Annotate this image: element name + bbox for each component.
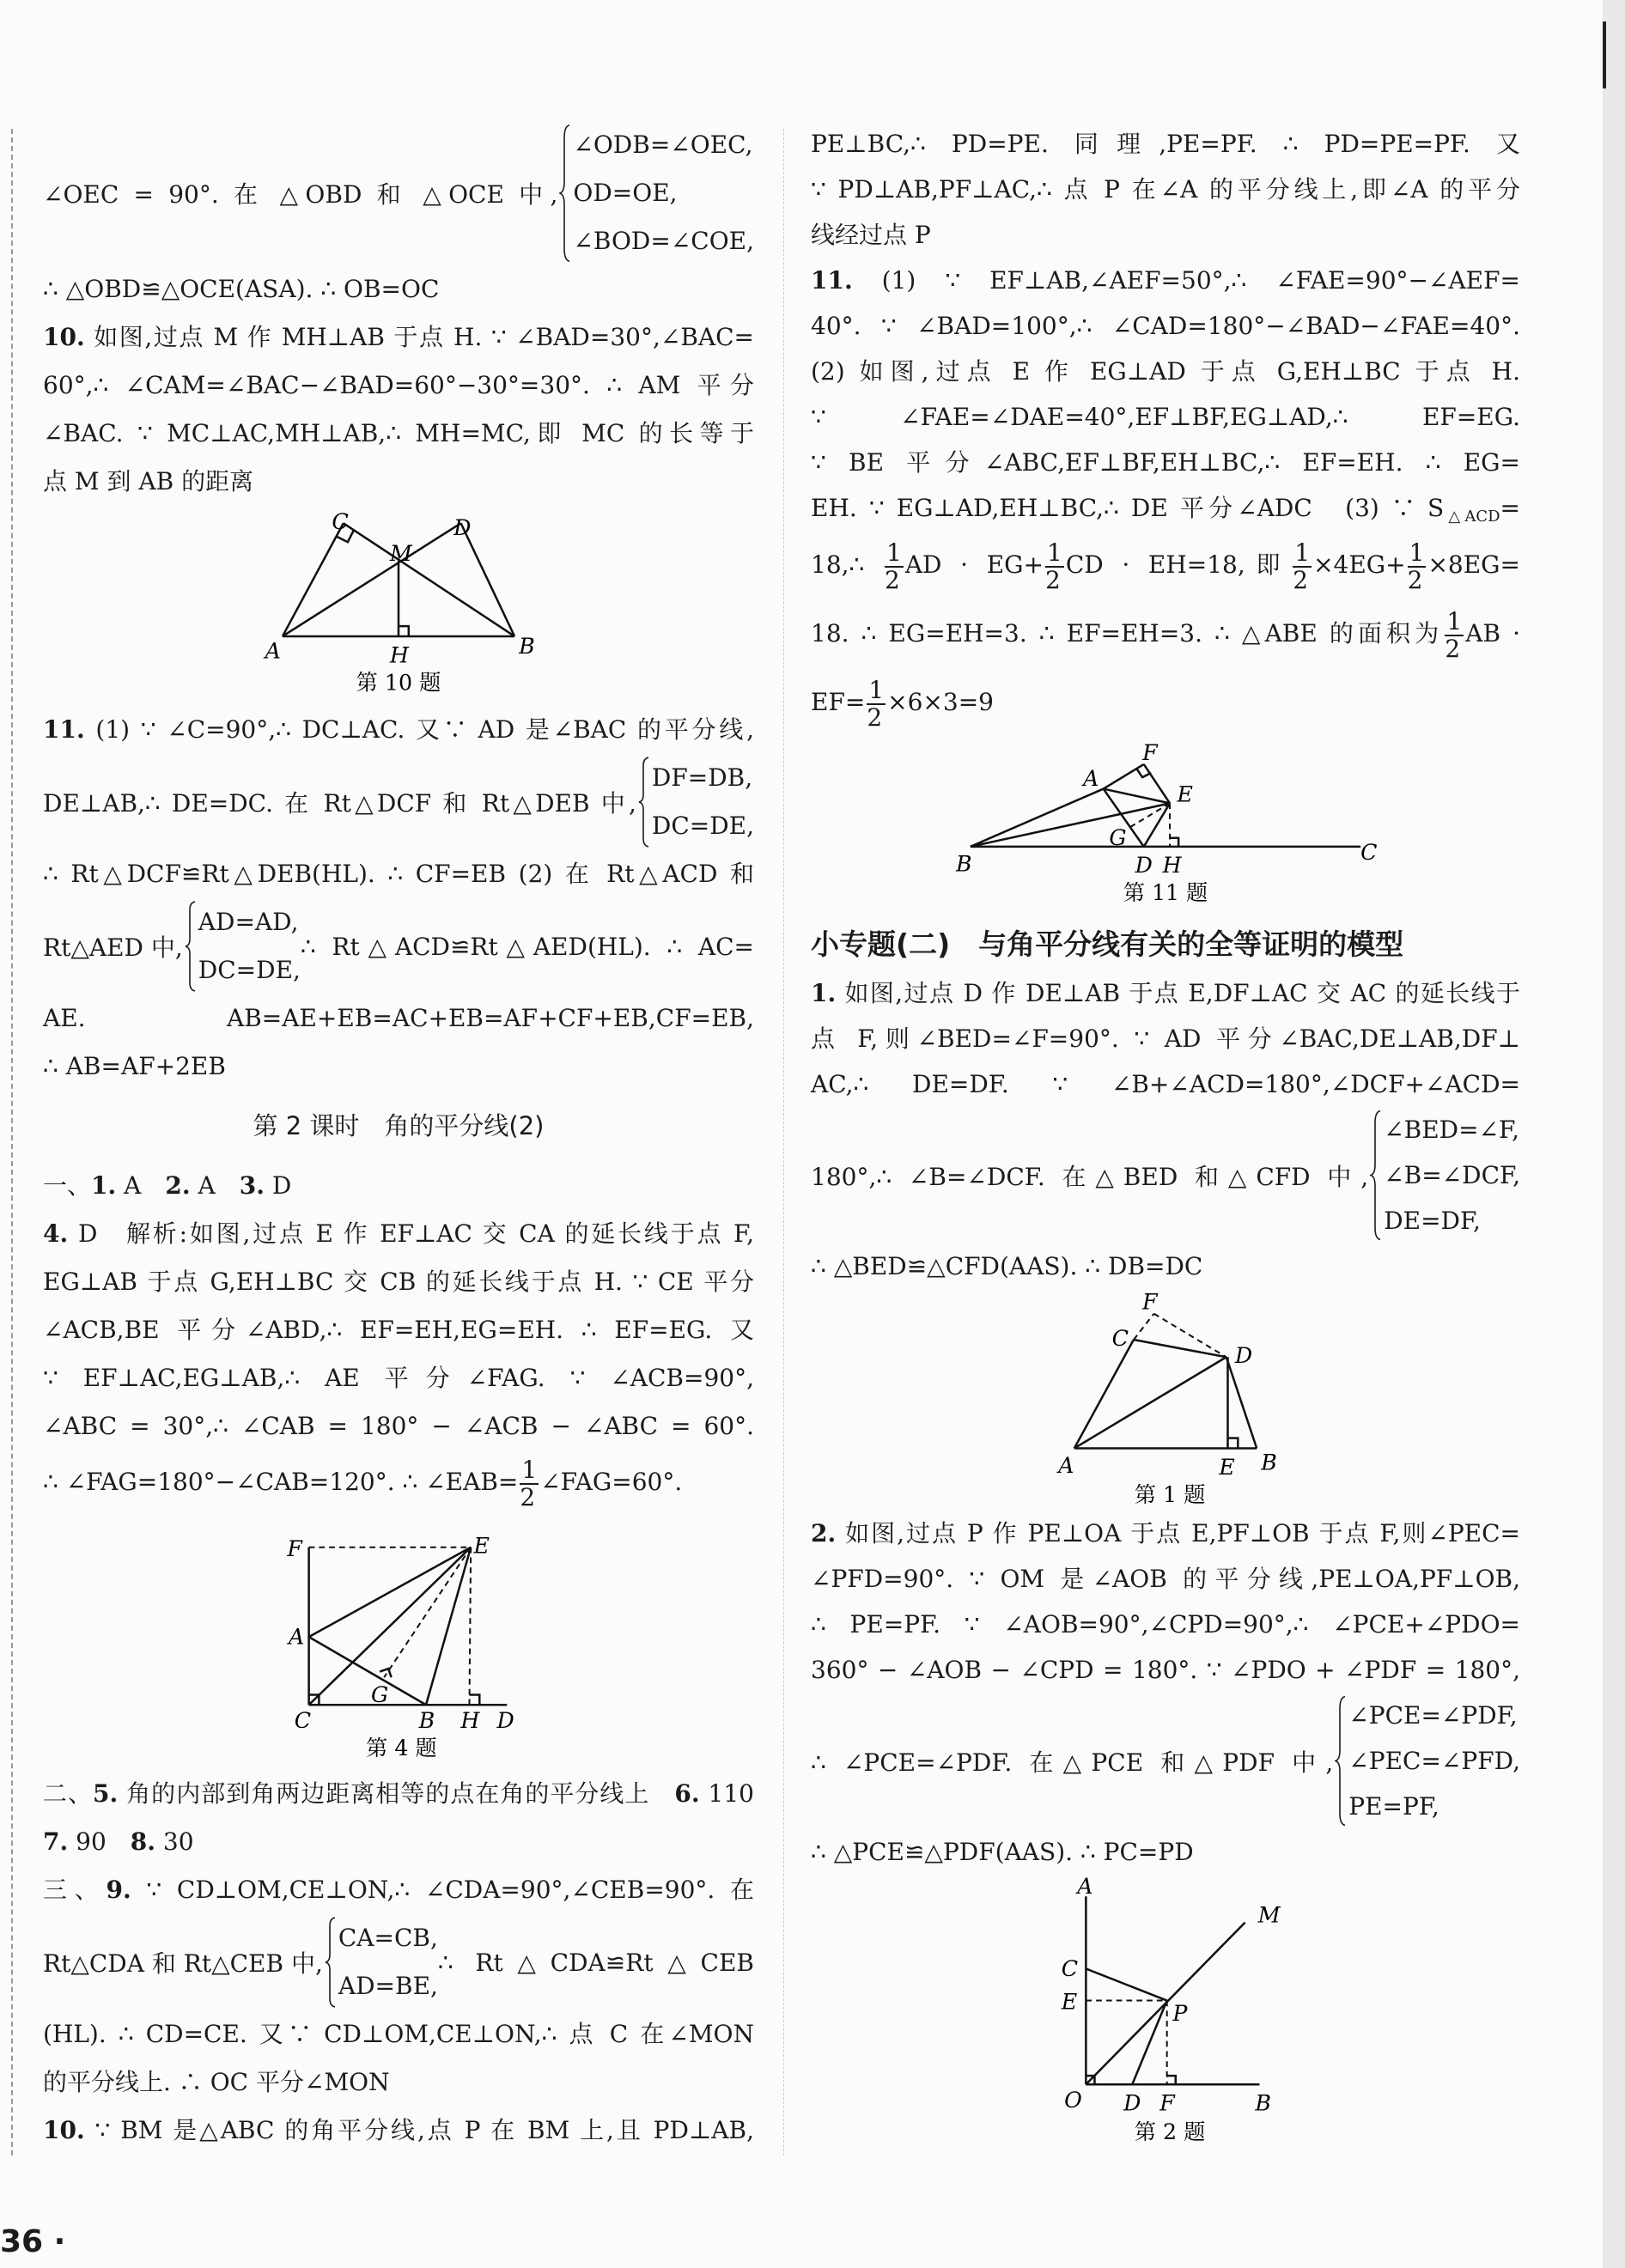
text-line [43, 706, 754, 754]
fig10-label-h: H [389, 641, 409, 668]
text-line [811, 531, 1520, 599]
fraction-denominator: 2 [1293, 565, 1309, 594]
text-run: 二、 [43, 1779, 94, 1808]
text-line: ∵ EF⊥AC,EG⊥AB,∴ AE 平分∠FAG. ∵ ∠ACB=90°, [43, 1364, 754, 1392]
fig2-label-c: C [1061, 1955, 1079, 1981]
system-lead-text: Rt△CDA 和 Rt△CEB 中, [43, 1949, 323, 1978]
fig11-label-e: E [1177, 781, 1193, 807]
fraction [1045, 540, 1064, 593]
fig4-label-g: G [371, 1681, 389, 1707]
text-run: CD · EH=18,即 [1065, 550, 1292, 579]
text-line [43, 2107, 754, 2155]
fig2-label-o: O [1064, 2088, 1082, 2113]
fig11-label-b: B [956, 851, 972, 877]
figure-11-diagram [811, 737, 1520, 919]
text-line: 点 F,则∠BED=∠F=90°. ∵ AD 平分∠BAC,DE⊥AB,DF⊥ [811, 1025, 1520, 1053]
page-edge-shadow [1603, 0, 1625, 2268]
text-run: (1) ∵ EF⊥AB,∠AEF=50°,∴ ∠FAE=90°−∠AEF= [852, 266, 1520, 295]
cut-line-divider [11, 129, 13, 2156]
item-number: 1. [91, 1171, 117, 1200]
text-run: 角的内部到角两边距离相等的点在角的平分线上 [118, 1779, 675, 1808]
fig1-label-b: B [1261, 1450, 1277, 1475]
item-number: 4. [43, 1219, 69, 1248]
fraction-denominator: 2 [1044, 565, 1061, 594]
fraction [520, 1457, 539, 1511]
system-condition: ∠B=∠DCF, [1384, 1161, 1520, 1189]
fig11-caption: 第 11 题 [1123, 880, 1208, 906]
fraction [1408, 540, 1427, 593]
system-condition: AD=AD, [198, 908, 299, 936]
text-line [811, 599, 1520, 668]
fig11-label-h: H [1162, 853, 1182, 879]
system-condition: ∠PEC=∠PFD, [1348, 1747, 1520, 1775]
system-conditions [573, 121, 754, 265]
item-number: 11. [811, 266, 853, 295]
curly-brace-icon [325, 1917, 337, 2008]
fig2-label-p: P [1172, 2001, 1188, 2027]
curly-brace-icon [1370, 1110, 1382, 1241]
fig4-label-c: C [294, 1708, 312, 1734]
text-line [43, 1210, 754, 1258]
fig4-label-d: D [496, 1708, 514, 1734]
text-line [43, 313, 754, 362]
system-conclusion: ∴ Rt△ACD≌Rt△AED(HL). ∴ AC= [300, 932, 754, 961]
fraction-numerator: 1 [868, 675, 885, 704]
equation-system [811, 1107, 1520, 1243]
text-line [811, 668, 1520, 737]
text-line: ∠ACB,BE 平分∠ABD,∴ EF=EH,EG=EH. ∴ EF=EG. 又 [43, 1316, 754, 1344]
equation-system [43, 754, 754, 850]
system-condition: ∠BED=∠F, [1384, 1116, 1520, 1144]
fig1-label-e: E [1219, 1454, 1235, 1480]
text-line: 的平分线上. ∴ OC 平分∠MON [43, 2068, 390, 2096]
fraction-denominator: 2 [1445, 634, 1461, 663]
text-run: AB · [1465, 619, 1520, 648]
item-number: 1. [811, 979, 837, 1007]
text-line: ∵ ∠FAE=∠DAE=40°,EF⊥BF,EG⊥AD,∴ EF=EG. [811, 403, 1520, 431]
system-condition: ∠BOD=∠COE, [573, 227, 754, 255]
fig4-label-h: H [460, 1708, 480, 1734]
fig4-label-b: B [418, 1708, 435, 1734]
fraction-denominator: 2 [520, 1482, 536, 1511]
fig11-label-d: D [1135, 853, 1153, 879]
fig4-label-a: A [289, 1624, 305, 1650]
text-line: PE⊥BC,∴ PD=PE. 同理,PE=PF. ∴ PD=PE=PF. 又 [811, 130, 1520, 158]
text-line: ∠ABC = 30°,∴ ∠CAB = 180° − ∠ACB − ∠ABC = 60°. [43, 1412, 754, 1440]
fig2-label-a: A [1077, 1875, 1093, 1899]
item-number: 2. [165, 1171, 191, 1200]
system-lead-text: Rt△AED 中, [43, 933, 183, 962]
text-run: 110 [699, 1779, 754, 1808]
section-heading: 小专题(二) 与角平分线有关的全等证明的模型 [811, 927, 1404, 961]
fig2-label-b: B [1255, 2090, 1271, 2116]
equation-system [811, 1693, 1520, 1829]
system-lead-text: 180°,∴ ∠B=∠DCF. 在△BED 和△CFD 中, [811, 1162, 1369, 1191]
text-line: ∴ Rt△DCF≌Rt△DEB(HL). ∴ CF=EB (2) 在 Rt△ACD 和 [43, 860, 754, 888]
text-run: D [264, 1171, 292, 1200]
text-line: 360° − ∠AOB − ∠CPD = 180°. ∵ ∠PDO + ∠PDF = 180°, [811, 1656, 1520, 1684]
text-line: ∴ △OBD≌△OCE(ASA). ∴ OB=OC [43, 275, 440, 303]
text-line [43, 1818, 754, 1866]
fraction [885, 540, 904, 593]
text-run: ∵ BM 是△ABC 的角平分线,点 P 在 BM 上,且 PD⊥AB, [84, 2116, 754, 2144]
figure-4-diagram [43, 1514, 754, 1770]
right-column [811, 121, 1520, 2149]
system-condition: AD=BE, [338, 1972, 438, 2000]
figure-1-diagram [811, 1289, 1520, 1511]
binding-mark [1603, 21, 1606, 88]
text-run: 30 [155, 1827, 194, 1856]
system-condition: DE=DF, [1384, 1207, 1481, 1235]
text-line: 线经过点 P [811, 221, 931, 249]
text-line [43, 1770, 754, 1818]
fig4-label-f: F [287, 1535, 302, 1561]
system-conclusion: ∴ Rt△CDA≌Rt△CEB [437, 1948, 754, 1977]
text-run: 如图,过点 P 作 PE⊥OA 于点 E,PF⊥OB 于点 F,则∠PEC= [836, 1519, 1520, 1547]
fig1-label-f: F [1142, 1289, 1158, 1315]
fraction-denominator: 2 [885, 565, 900, 594]
figure-2-diagram [811, 1875, 1520, 2149]
fig1-label-d: D [1234, 1343, 1253, 1369]
system-lead-text: DE⊥AB,∴ DE=DC. 在 Rt△DCF 和 Rt△DEB 中, [43, 789, 636, 818]
fig1-label-c: C [1111, 1325, 1129, 1351]
system-condition: ∠ODB=∠OEC, [573, 131, 753, 159]
fraction-numerator: 1 [1294, 538, 1311, 567]
fig2-label-e: E [1061, 1989, 1078, 2015]
equation-system [43, 121, 754, 265]
system-lead-text: ∴ ∠PCE=∠PDF. 在△PCE 和△PDF 中, [811, 1748, 1334, 1777]
text-line [811, 1511, 1520, 1556]
system-condition: ∠PCE=∠PDF, [1348, 1701, 1518, 1730]
system-condition: DF=DB, [651, 763, 753, 792]
text-run: AD · EG+ [904, 550, 1044, 579]
fig4-caption: 第 4 题 [366, 1736, 437, 1761]
text-line [811, 970, 1520, 1016]
text-line [43, 1162, 754, 1210]
fig1-label-a: A [1058, 1453, 1074, 1479]
text-run: A [116, 1171, 166, 1200]
system-condition: DC=DE, [198, 956, 301, 984]
text-line: EG⊥AB 于点 G,EH⊥BC 交 CB 的延长线于点 H. ∵ CE 平分 [43, 1268, 754, 1296]
text-line: (2) 如图,过点 E 作 EG⊥AD 于点 G,EH⊥BC 于点 H. [811, 357, 1520, 386]
fraction-numerator: 1 [886, 538, 902, 567]
item-number: 3. [239, 1171, 265, 1200]
curly-brace-icon [638, 757, 650, 848]
text-line: ∠BAC. ∵ MC⊥AC,MH⊥AB,∴ MH=MC,即 MC 的长等于 [43, 419, 754, 447]
item-number: 2. [811, 1519, 837, 1547]
text-line [43, 1450, 754, 1514]
figure-10-diagram [43, 506, 754, 706]
fig11-label-f: F [1142, 739, 1158, 765]
system-conditions [652, 754, 754, 850]
text-run: EF= [811, 688, 866, 716]
column-divider [783, 129, 784, 2156]
system-lead-text: ∠OEC = 90°. 在 △OBD 和 △OCE 中, [43, 180, 558, 209]
text-line: ∴ PE=PF. ∵ ∠AOB=90°,∠CPD=90°,∴ ∠PCE+∠PDO= [811, 1610, 1520, 1639]
text-run: 三、 [43, 1876, 107, 1904]
fig11-label-g: G [1109, 825, 1127, 851]
text-run: 如图,过点 D 作 DE⊥AB 于点 E,DF⊥AC 交 AC 的延长线于 [836, 979, 1520, 1007]
fraction [1445, 606, 1464, 663]
fig10-caption: 第 10 题 [356, 669, 441, 696]
system-condition: PE=PF, [1348, 1792, 1439, 1821]
system-conditions [198, 898, 301, 994]
text-run: 一、 [43, 1171, 92, 1200]
text-run: 90 [68, 1827, 131, 1856]
fig2-label-m: M [1257, 1902, 1281, 1928]
fraction-denominator: 2 [1407, 565, 1423, 594]
system-condition: DC=DE, [651, 812, 754, 840]
text-run: 18,∴ [811, 550, 883, 579]
fig1-caption: 第 1 题 [1134, 1481, 1206, 1507]
fraction-numerator: 1 [1409, 538, 1425, 567]
item-number: 6. [674, 1779, 700, 1808]
text-run: ∠FAG=60°. [540, 1468, 683, 1496]
page-number: 36 · [0, 2224, 66, 2259]
fig10-label-m: M [389, 540, 412, 567]
text-line: ∴ △BED≌△CFD(AAS). ∴ DB=DC [811, 1252, 1203, 1280]
equation-system [43, 1914, 754, 2010]
text-line [43, 1866, 754, 1914]
system-condition: CA=CB, [338, 1924, 438, 1952]
text-run: D 解析:如图,过点 E 作 EF⊥AC 交 CA 的延长线于点 F, [68, 1219, 754, 1248]
text-line: ∠PFD=90°. ∵ OM 是∠AOB 的平分线,PE⊥OA,PF⊥OB, [811, 1565, 1520, 1593]
fig10-label-b: B [519, 633, 535, 660]
text-line [811, 485, 1520, 531]
text-run: A [190, 1171, 240, 1200]
item-number: 5. [93, 1779, 119, 1808]
fig4-label-e: E [473, 1533, 490, 1559]
text-line: ∴ AB=AF+2EB [43, 1052, 226, 1080]
system-conditions [338, 1914, 438, 2010]
text-line: (HL). ∴ CD=CE. 又∵ CD⊥OM,CE⊥ON,∴ 点 C 在∠MON [43, 2020, 754, 2048]
item-number: 8. [130, 1827, 155, 1856]
text-run: ×8EG= [1427, 550, 1520, 579]
item-number: 10. [43, 323, 85, 351]
text-run: 18. ∴ EG=EH=3. ∴ EF=EH=3. ∴ △ABE 的面积为 [811, 619, 1444, 648]
text-run: ∵ CD⊥OM,CE⊥ON,∴ ∠CDA=90°,∠CEB=90°. 在 [131, 1876, 754, 1904]
item-number: 11. [43, 715, 85, 744]
text-line: 40°. ∵ ∠BAD=100°,∴ ∠CAD=180°−∠BAD−∠FAE=40°. [811, 312, 1520, 340]
text-line: AC,∴ DE=DF. ∵ ∠B+∠ACD=180°,∠DCF+∠ACD= [811, 1070, 1520, 1098]
text-line [811, 258, 1520, 303]
section-heading: 第 2 课时 角的平分线(2) [253, 1111, 545, 1140]
text-line: ∵ BE 平分∠ABC,EF⊥BF,EH⊥BC,∴ EF=EH. ∴ EG= [811, 448, 1520, 477]
text-run: ×6×3=9 [887, 688, 994, 716]
text-run: = [1500, 494, 1521, 522]
fig10-label-d: D [453, 514, 472, 540]
text-line: ∵ PD⊥AB,PF⊥AC,∴ 点 P 在∠A 的平分线上,即∠A 的平分 [811, 175, 1520, 204]
system-conditions [1348, 1693, 1520, 1829]
subscript: △ACD [1444, 508, 1500, 526]
fig10-label-c: C [332, 508, 349, 535]
fig10-label-a: A [265, 637, 281, 664]
system-conditions [1384, 1107, 1520, 1243]
fig11-label-c: C [1360, 840, 1378, 866]
fraction-numerator: 1 [521, 1455, 538, 1484]
left-column [43, 121, 754, 2155]
text-line: 60°,∴ ∠CAM=∠BAC−∠BAD=60°−30°=30°. ∴ AM 平分 [43, 371, 754, 399]
fraction [867, 675, 886, 732]
text-run: (1) ∵ ∠C=90°,∴ DC⊥AC. 又∵ AD 是∠BAC 的平分线, [84, 715, 754, 744]
system-condition: OD=OE, [573, 179, 678, 207]
fraction [1293, 540, 1312, 593]
item-number: 10. [43, 2116, 85, 2144]
fraction-numerator: 1 [1046, 538, 1062, 567]
item-number: 9. [106, 1876, 131, 1904]
text-run: ×4EG+ [1313, 550, 1406, 579]
text-run: 如图,过点 M 作 MH⊥AB 于点 H. ∵ ∠BAD=30°,∠BAC= [84, 323, 754, 351]
fig2-label-d: D [1123, 2090, 1141, 2116]
text-line: ∴ △PCE≌△PDF(AAS). ∴ PC=PD [811, 1838, 1194, 1866]
fig2-label-f: F [1159, 2090, 1175, 2116]
text-line: AE. AB=AE+EB=AC+EB=AF+CF+EB,CF=EB, [43, 1004, 754, 1032]
fraction-numerator: 1 [1446, 606, 1463, 635]
item-number: 7. [43, 1827, 69, 1856]
fig2-caption: 第 2 题 [1134, 2119, 1206, 2145]
curly-brace-icon [185, 901, 197, 992]
fraction-denominator: 2 [867, 702, 883, 732]
text-run: EH. ∵ EG⊥AD,EH⊥BC,∴ DE 平分∠ADC (3) ∵ S [811, 494, 1445, 522]
text-run: ∴ ∠FAG=180°−∠CAB=120°. ∴ ∠EAB= [43, 1468, 519, 1496]
equation-system [43, 898, 754, 994]
fig11-label-a: A [1083, 766, 1099, 792]
curly-brace-icon [1335, 1695, 1347, 1827]
text-line: 点 M 到 AB 的距离 [43, 467, 254, 496]
curly-brace-icon [559, 124, 571, 263]
